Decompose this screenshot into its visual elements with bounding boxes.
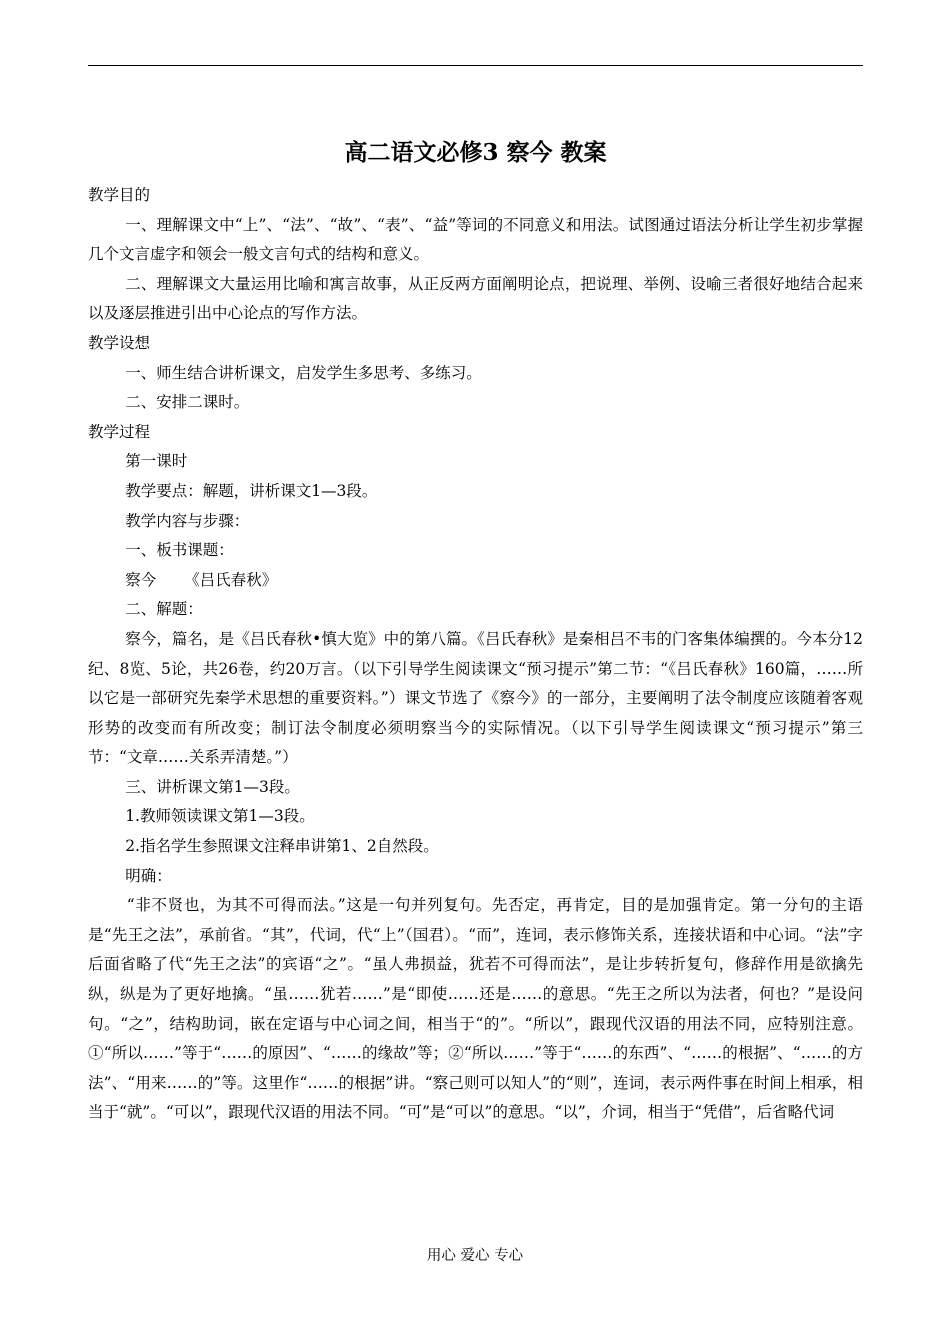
process-heading: 教学过程 — [88, 422, 151, 441]
design-heading: 教学设想 — [88, 333, 151, 352]
key-points: 教学要点：解题，讲析课文1—3段。 — [125, 481, 378, 500]
step-3-1: 1.教师领读课文第1—3段。 — [125, 807, 315, 826]
board-title-left: 察今 — [125, 570, 157, 589]
content-steps: 教学内容与步骤： — [125, 511, 250, 530]
design-2: 二、安排二课时。 — [125, 393, 250, 412]
analysis: “非不贤也，为其不可得而法。”这是一句并列复句。先否定，再肯定，目的是加强肯定。第一分句的主语是“先王之法”，承前省。“其”，代词，代“上”（国君）。“而”，连词，表示修饰关系，连接状语和中心词。“法”字后面省略了代“先王之法”的宾语“之”。“虽人弗损益，犹若不可得而法”，是让步转折复句，修辞作用是欲擒先纵，纵是为了更好地擒。“虽……犹若……”是“即使……还是……的意思。“先王之所以为法者，何也？”是设问句。“之”，结构助词，嵌在定语与中心词之间，相当于“的”。“所以”，跟现代汉语的用法不同，应特别注意。①“所以……”等于“……的原因”、“……的缘故”等；②“所以……”等于“……的东西”、“……的根据”、“……的方法”、“用来……的”等。这里作“……的根据”讲。“察己则可以知人”的“则”，连词，表示两件事在时间上相承，相当于“就”。“可以”，跟现代汉语的用法不同。“可”是“可以”的意思。“以”，介词，相当于“凭借”，后省略代词 — [88, 896, 863, 1122]
explanation: 察今，篇名，是《吕氏春秋•慎大览》中的第八篇。《吕氏春秋》是秦相吕不韦的门客集体编撰的。今本分12纪、8览、5论，共26卷，约20万言。（以下引导学生阅读课文“预习提示”第二节：“《吕氏春秋》160篇，……所以它是一部研究先秦学术思想的重要资料。”）课文节选了《察今》的一部分，主要阐明了法令制度应该随着客观形势的改变而有所改变；制订法令制度必须明察当今的实际情况。（以下引导学生阅读课文“预习提示”第三节：“文章……关系弄清楚。”） — [88, 629, 863, 767]
header-rule — [88, 65, 863, 66]
document-body — [88, 181, 863, 1128]
board-title-right: 《吕氏春秋》 — [184, 570, 278, 589]
objective-2: 二、理解课文大量运用比喻和寓言故事，从正反两方面阐明论点，把说理、举例、设喻三者很好地结合起来以及逐层推进引出中心论点的写作方法。 — [88, 274, 863, 323]
step-2: 二、解题： — [125, 600, 203, 619]
objectives-heading: 教学目的 — [88, 186, 151, 204]
step-1: 一、板书课题： — [125, 541, 234, 560]
board-title — [88, 566, 863, 596]
step-3-2: 2.指名学生参照课文注释串讲第1、2自然段。 — [125, 837, 439, 856]
document-title: 高二语文必修3 察今 教案 — [344, 139, 607, 166]
step-3: 三、讲析课文第1—3段。 — [125, 777, 300, 796]
objective-1: 一、理解课文中“上”、“法”、“故”、“表”、“益”等词的不同意义和用法。试图通过语法分析让学生初步掌握几个文言虚字和领会一般文言句式的结构和意义。 — [88, 215, 863, 264]
lesson-1: 第一课时 — [125, 452, 188, 471]
page-footer: 用心 爱心 专心 — [426, 1248, 524, 1264]
design-1: 一、师生结合讲析课文，启发学生多思考、多练习。 — [125, 363, 482, 382]
clarify-label: 明确： — [125, 866, 172, 885]
